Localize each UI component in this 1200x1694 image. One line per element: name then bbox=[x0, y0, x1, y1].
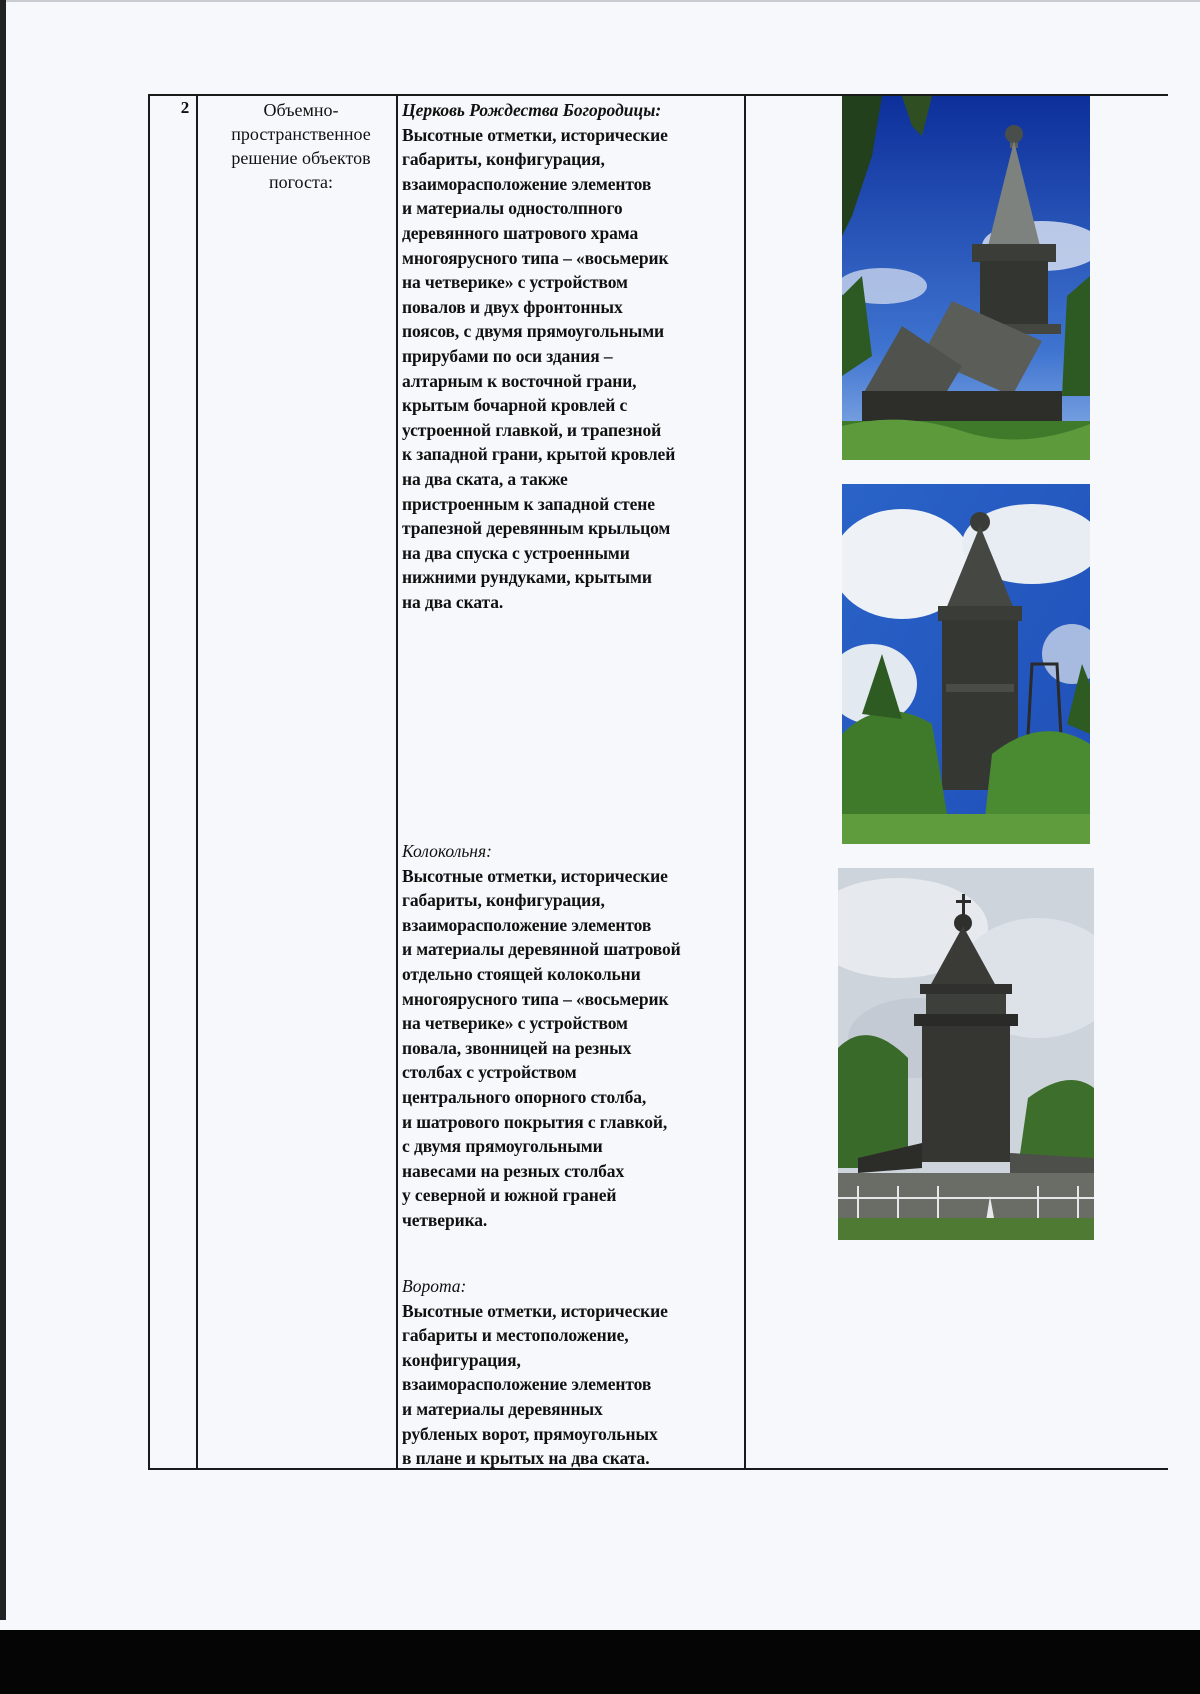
block-line: взаиморасположение элементов bbox=[402, 173, 652, 194]
block-line: и материалы одностолпного bbox=[402, 198, 623, 219]
document-table bbox=[148, 94, 1168, 1470]
block-line: повала, звонницей на резных bbox=[402, 1037, 632, 1058]
scan-left-edge bbox=[0, 0, 6, 1620]
block-line: и материалы деревянных bbox=[402, 1398, 603, 1419]
col-divider-2 bbox=[396, 94, 398, 1470]
col-divider-3 bbox=[744, 94, 746, 1470]
block-heading: Ворота: bbox=[402, 1276, 467, 1296]
block-heading: Церковь Рождества Богородицы: bbox=[402, 100, 662, 120]
block-line: на два ската, а также bbox=[402, 468, 568, 489]
block-line: к западной грани, крытой кровлей bbox=[402, 444, 676, 465]
bell-tower-fence-photo bbox=[838, 868, 1094, 1240]
block-line: столбах с устройством bbox=[402, 1062, 577, 1083]
block-line: алтарным к восточной грани, bbox=[402, 370, 637, 391]
block-line: повалов и двух фронтонных bbox=[402, 296, 623, 317]
block-line: рубленых ворот, прямоугольных bbox=[402, 1423, 658, 1444]
scan-top-edge bbox=[6, 0, 1200, 2]
feature-line: погоста: bbox=[268, 172, 334, 192]
bell-tower-fence-photo-image bbox=[838, 868, 1094, 1240]
block-line: на четверике» с устройством bbox=[402, 1013, 628, 1034]
gates-block bbox=[402, 1274, 742, 1471]
block-line: взаиморасположение элементов bbox=[402, 914, 652, 935]
col-divider-1 bbox=[196, 94, 198, 1470]
block-line: устроенной главкой, и трапезной bbox=[402, 419, 662, 440]
block-line: многоярусного типа – «восьмерик bbox=[402, 988, 669, 1009]
block-line: Высотные отметки, исторические bbox=[402, 1300, 668, 1321]
block-line: прирубами по оси здания – bbox=[402, 345, 613, 366]
block-line: нижними рундуками, крытыми bbox=[402, 567, 652, 588]
block-line: габариты, конфигурация, bbox=[402, 890, 605, 911]
block-line: и материалы деревянной шатровой bbox=[402, 939, 681, 960]
block-line: четверика. bbox=[402, 1209, 488, 1230]
block-heading: Колокольня: bbox=[402, 841, 492, 861]
block-line: деревянного шатрового храма bbox=[402, 222, 639, 243]
block-line: габариты и местоположение, bbox=[402, 1325, 629, 1346]
block-line: навесами на резных столбах bbox=[402, 1160, 625, 1181]
feature-line: решение объектов bbox=[231, 148, 371, 168]
block-line: Высотные отметки, исторические bbox=[402, 124, 668, 145]
block-line: на два ската. bbox=[402, 591, 504, 612]
bell-tower-photo bbox=[842, 484, 1090, 844]
row-number: 2 bbox=[180, 98, 190, 117]
block-line: габариты, конфигурация, bbox=[402, 149, 605, 170]
church-photo bbox=[842, 96, 1090, 460]
church-block bbox=[402, 98, 742, 614]
church-photo-image bbox=[842, 96, 1090, 460]
block-line: многоярусного типа – «восьмерик bbox=[402, 247, 669, 268]
block-line: трапезной деревянным крыльцом bbox=[402, 518, 671, 539]
bell-tower-photo-image bbox=[842, 484, 1090, 844]
block-line: взаиморасположение элементов bbox=[402, 1374, 652, 1395]
block-line: у северной и южной граней bbox=[402, 1185, 617, 1206]
block-line: поясов, с двумя прямоугольными bbox=[402, 321, 665, 342]
block-line: с двумя прямоугольными bbox=[402, 1136, 603, 1157]
block-line: отдельно стоящей колокольни bbox=[402, 963, 641, 984]
block-line: конфигурация, bbox=[402, 1349, 521, 1370]
block-line: крытым бочарной кровлей с bbox=[402, 395, 628, 416]
table-left-border bbox=[148, 94, 150, 1470]
block-line: Высотные отметки, исторические bbox=[402, 865, 668, 886]
block-line: в плане и крытых на два ската. bbox=[402, 1448, 650, 1469]
block-line: на два спуска с устроенными bbox=[402, 542, 630, 563]
block-line: центрального опорного столба, bbox=[402, 1086, 647, 1107]
bell-tower-block bbox=[402, 839, 742, 1233]
block-line: на четверике» с устройством bbox=[402, 272, 628, 293]
feature-cell bbox=[204, 98, 398, 194]
block-line: пристроенным к западной стене bbox=[402, 493, 655, 514]
feature-line: Объемно- bbox=[263, 100, 339, 120]
scan-bottom-band bbox=[0, 1630, 1200, 1694]
block-line: и шатрового покрытия с главкой, bbox=[402, 1111, 668, 1132]
feature-line: пространственное bbox=[231, 124, 371, 144]
